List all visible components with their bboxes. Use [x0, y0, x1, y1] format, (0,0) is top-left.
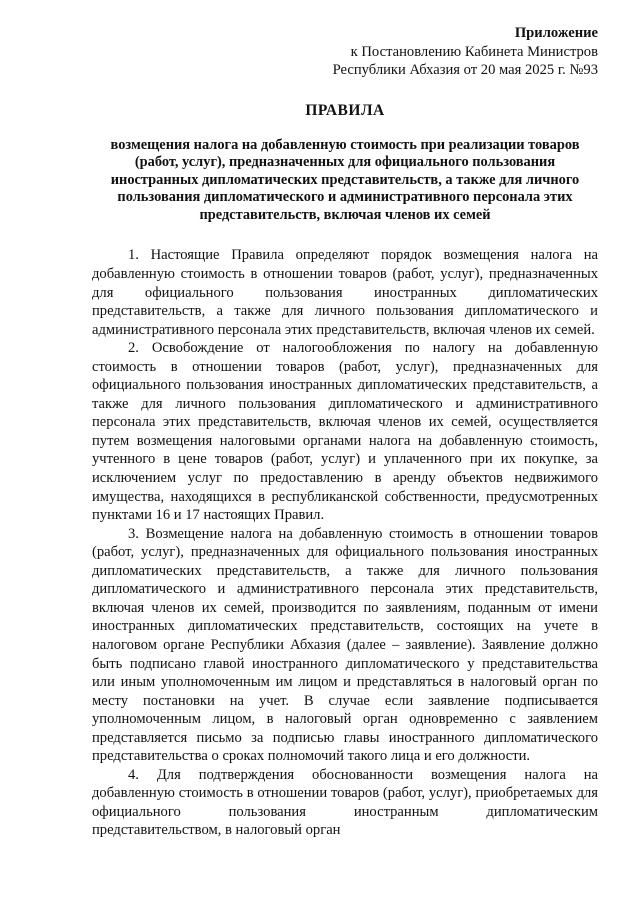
appendix-line-2: Республики Абхазия от 20 мая 2025 г. №93 [332, 62, 598, 78]
paragraph-1: 1. Настоящие Правила определяют порядок возмещения налога на добавленную стоимость в отношении товаров (работ, услуг), предназначенных для официального пользования иностранных дипломатических представительств, а также для личного пользования дипломатического и административного персонала этих представительств, включая членов их семей. [92, 247, 598, 338]
paragraph-4: 4. Для подтверждения обоснованности возмещения налога на добавленную стоимость в отношении товаров (работ, услуг), приобретаемых для официального пользования иностранным дипломатическим представительством, в налоговый орган [92, 766, 598, 839]
document-subtitle: возмещения налога на добавленную стоимость при реализации товаров (работ, услуг), предназначенных для официального пользования иностранных дипломатических представительств, а также для личного пользования дипломатического и административного персонала этих представительств, включая членов их семей [110, 136, 580, 223]
document-body [92, 246, 598, 840]
appendix-header [92, 24, 598, 80]
paragraph-3: 3. Возмещение налога на добавленную стоимость в отношении товаров (работ, услуг), предназначенных для официального пользования иностранных дипломатических представительств, а также для личного пользования дипломатического и административного персонала этих представительств, включая членов их семей, производится по заявлениям, поданным от имени иностранных дипломатических представительств, состоящих на учете в налоговом органе Республики Абхазия (далее – заявление). Заявление должно быть подписано главой иностранного дипломатического у представительства или иным уполномоченным им лицом и представляться в налоговый орган по месту постановки на учет. В случае если заявление подписывается уполномоченным лицом, в налоговый орган одновременно с заявлением представляется письмо за подписью главы иностранного дипломатического представительства о сроках полномочий такого лица и его должности. [92, 525, 598, 765]
appendix-line-1: к Постановлению Кабинета Министров [350, 43, 598, 60]
appendix-label: Приложение [514, 25, 598, 41]
paragraph-2: 2. Освобождение от налогообложения по налогу на добавленную стоимость в отношении товаров (работ, услуг), предназначенных для официального пользования иностранных дипломатических представительств, а также для личного пользования дипломатического и административного персонала этих представительств, включая членов их семей, осуществляется путем возмещения налоговыми органами налога на добавленную стоимость, учтенного в цене товаров (работ, услуг) и уплаченного при их покупке, за исключением услуг по предоставлению в аренду объектов недвижимого имущества, находящихся в республиканской собственности, предусмотренных пунктами 16 и 17 настоящих Правил. [92, 340, 598, 524]
document-title: ПРАВИЛА [305, 101, 385, 119]
